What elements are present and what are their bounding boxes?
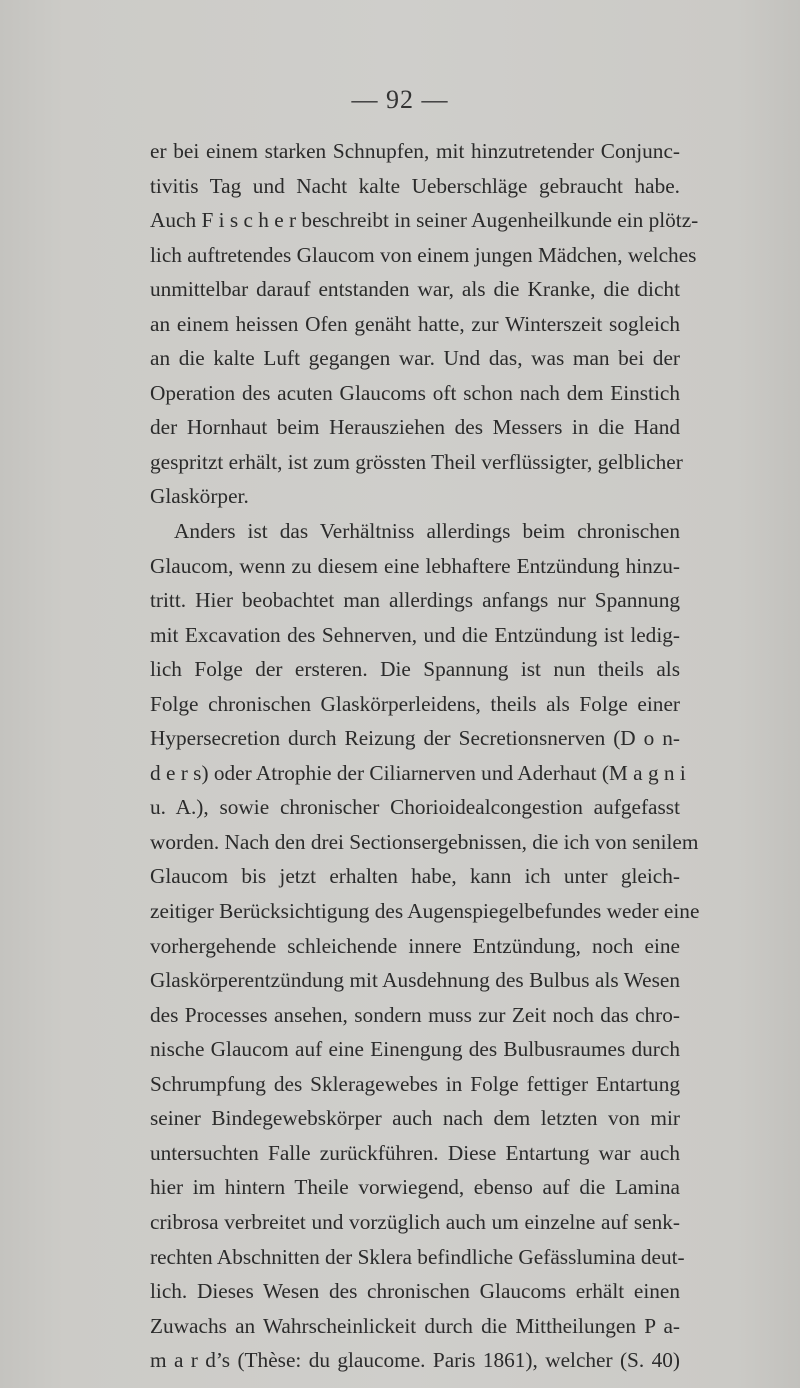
text-line: d e r s) oder Atrophie der Ciliarnerven und Aderhaut (M a g n i <box>150 760 686 785</box>
text-line: Auch F i s c h e r beschreibt in seiner Augenheilkunde ein plötz- <box>150 208 699 233</box>
text-line: vorhergehende schleichende innere Entzündung, noch eine <box>150 933 680 958</box>
text-line: an die kalte Luft gegangen war. Und das, was man bei der <box>150 346 680 371</box>
body-text <box>150 134 700 1378</box>
text-line: Glaucom bis jetzt erhalten habe, kann ich unter gleich- <box>150 864 680 889</box>
text-line: Glaucom, wenn zu diesem eine lebhaftere Entzündung hinzu- <box>150 553 680 578</box>
text-line: cribrosa verbreitet und vorzüglich auch um einzelne auf senk- <box>150 1209 680 1234</box>
text-line: Glaskörperentzündung mit Ausdehnung des Bulbus als Wesen <box>150 968 680 993</box>
text-line: tritt. Hier beobachtet man allerdings anfangs nur Spannung <box>150 588 680 613</box>
text-line: worden. Nach den drei Sectionsergebnissen, die ich von senilem <box>150 829 699 854</box>
text-line: lich auftretendes Glaucom von einem jungen Mädchen, welches <box>150 242 697 267</box>
text-line: er bei einem starken Schnupfen, mit hinzutretender Conjunc- <box>150 139 680 163</box>
text-line: tivitis Tag und Nacht kalte Ueberschläge gebraucht habe. <box>150 173 680 198</box>
text-line: Zuwachs an Wahrscheinlickeit durch die Mittheilungen P a- <box>150 1313 680 1338</box>
text-line: Hypersecretion durch Reizung der Secretionsnerven (D o n- <box>150 726 680 751</box>
text-line: gespritzt erhält, ist zum grössten Theil verflüssigter, gelblicher <box>150 449 683 474</box>
text-line: seiner Bindegewebskörper auch nach dem letzten von mir <box>150 1106 680 1131</box>
text-line: u. A.), sowie chronischer Chorioidealcongestion aufgefasst <box>150 795 680 820</box>
text-line: unmittelbar darauf entstanden war, als die Kranke, die dicht <box>150 277 680 302</box>
text-line: Anders ist das Verhältniss allerdings beim chronischen <box>174 519 680 544</box>
text-line: Folge chronischen Glaskörperleidens, theils als Folge einer <box>150 691 680 716</box>
text-line: mit Excavation des Sehnerven, und die Entzündung ist ledig- <box>150 622 680 647</box>
text-line: des Processes ansehen, sondern muss zur Zeit noch das chro- <box>150 1002 680 1027</box>
text-line: Schrumpfung des Skleragewebes in Folge fettiger Entartung <box>150 1071 680 1096</box>
page-number: — 92 — <box>351 85 449 114</box>
text-line: zeitiger Berücksichtigung des Augenspiegelbefundes weder eine <box>150 899 700 924</box>
text-line: untersuchten Falle zurückführen. Diese Entartung war auch <box>150 1140 680 1165</box>
text-line: Glaskörper. <box>150 484 249 509</box>
text-line: rechten Abschnitten der Sklera befindliche Gefässlumina deut- <box>150 1244 685 1269</box>
text-line: nische Glaucom auf eine Einengung des Bulbusraumes durch <box>150 1037 680 1062</box>
text-line: hier im hintern Theile vorwiegend, ebenso auf die Lamina <box>150 1175 680 1200</box>
text-line: lich. Dieses Wesen des chronischen Glaucoms erhält einen <box>150 1279 680 1304</box>
text-line: an einem heissen Ofen genäht hatte, zur Winterszeit sogleich <box>150 311 680 336</box>
text-line: lich Folge der ersteren. Die Spannung ist nun theils als <box>150 657 680 682</box>
text-line: der Hornhaut beim Herausziehen des Messers in die Hand <box>150 415 680 440</box>
text-line: Operation des acuten Glaucoms oft schon nach dem Einstich <box>150 380 680 405</box>
text-line: m a r d’s (Thèse: du glaucome. Paris 1861), welcher (S. 40) <box>150 1348 680 1373</box>
